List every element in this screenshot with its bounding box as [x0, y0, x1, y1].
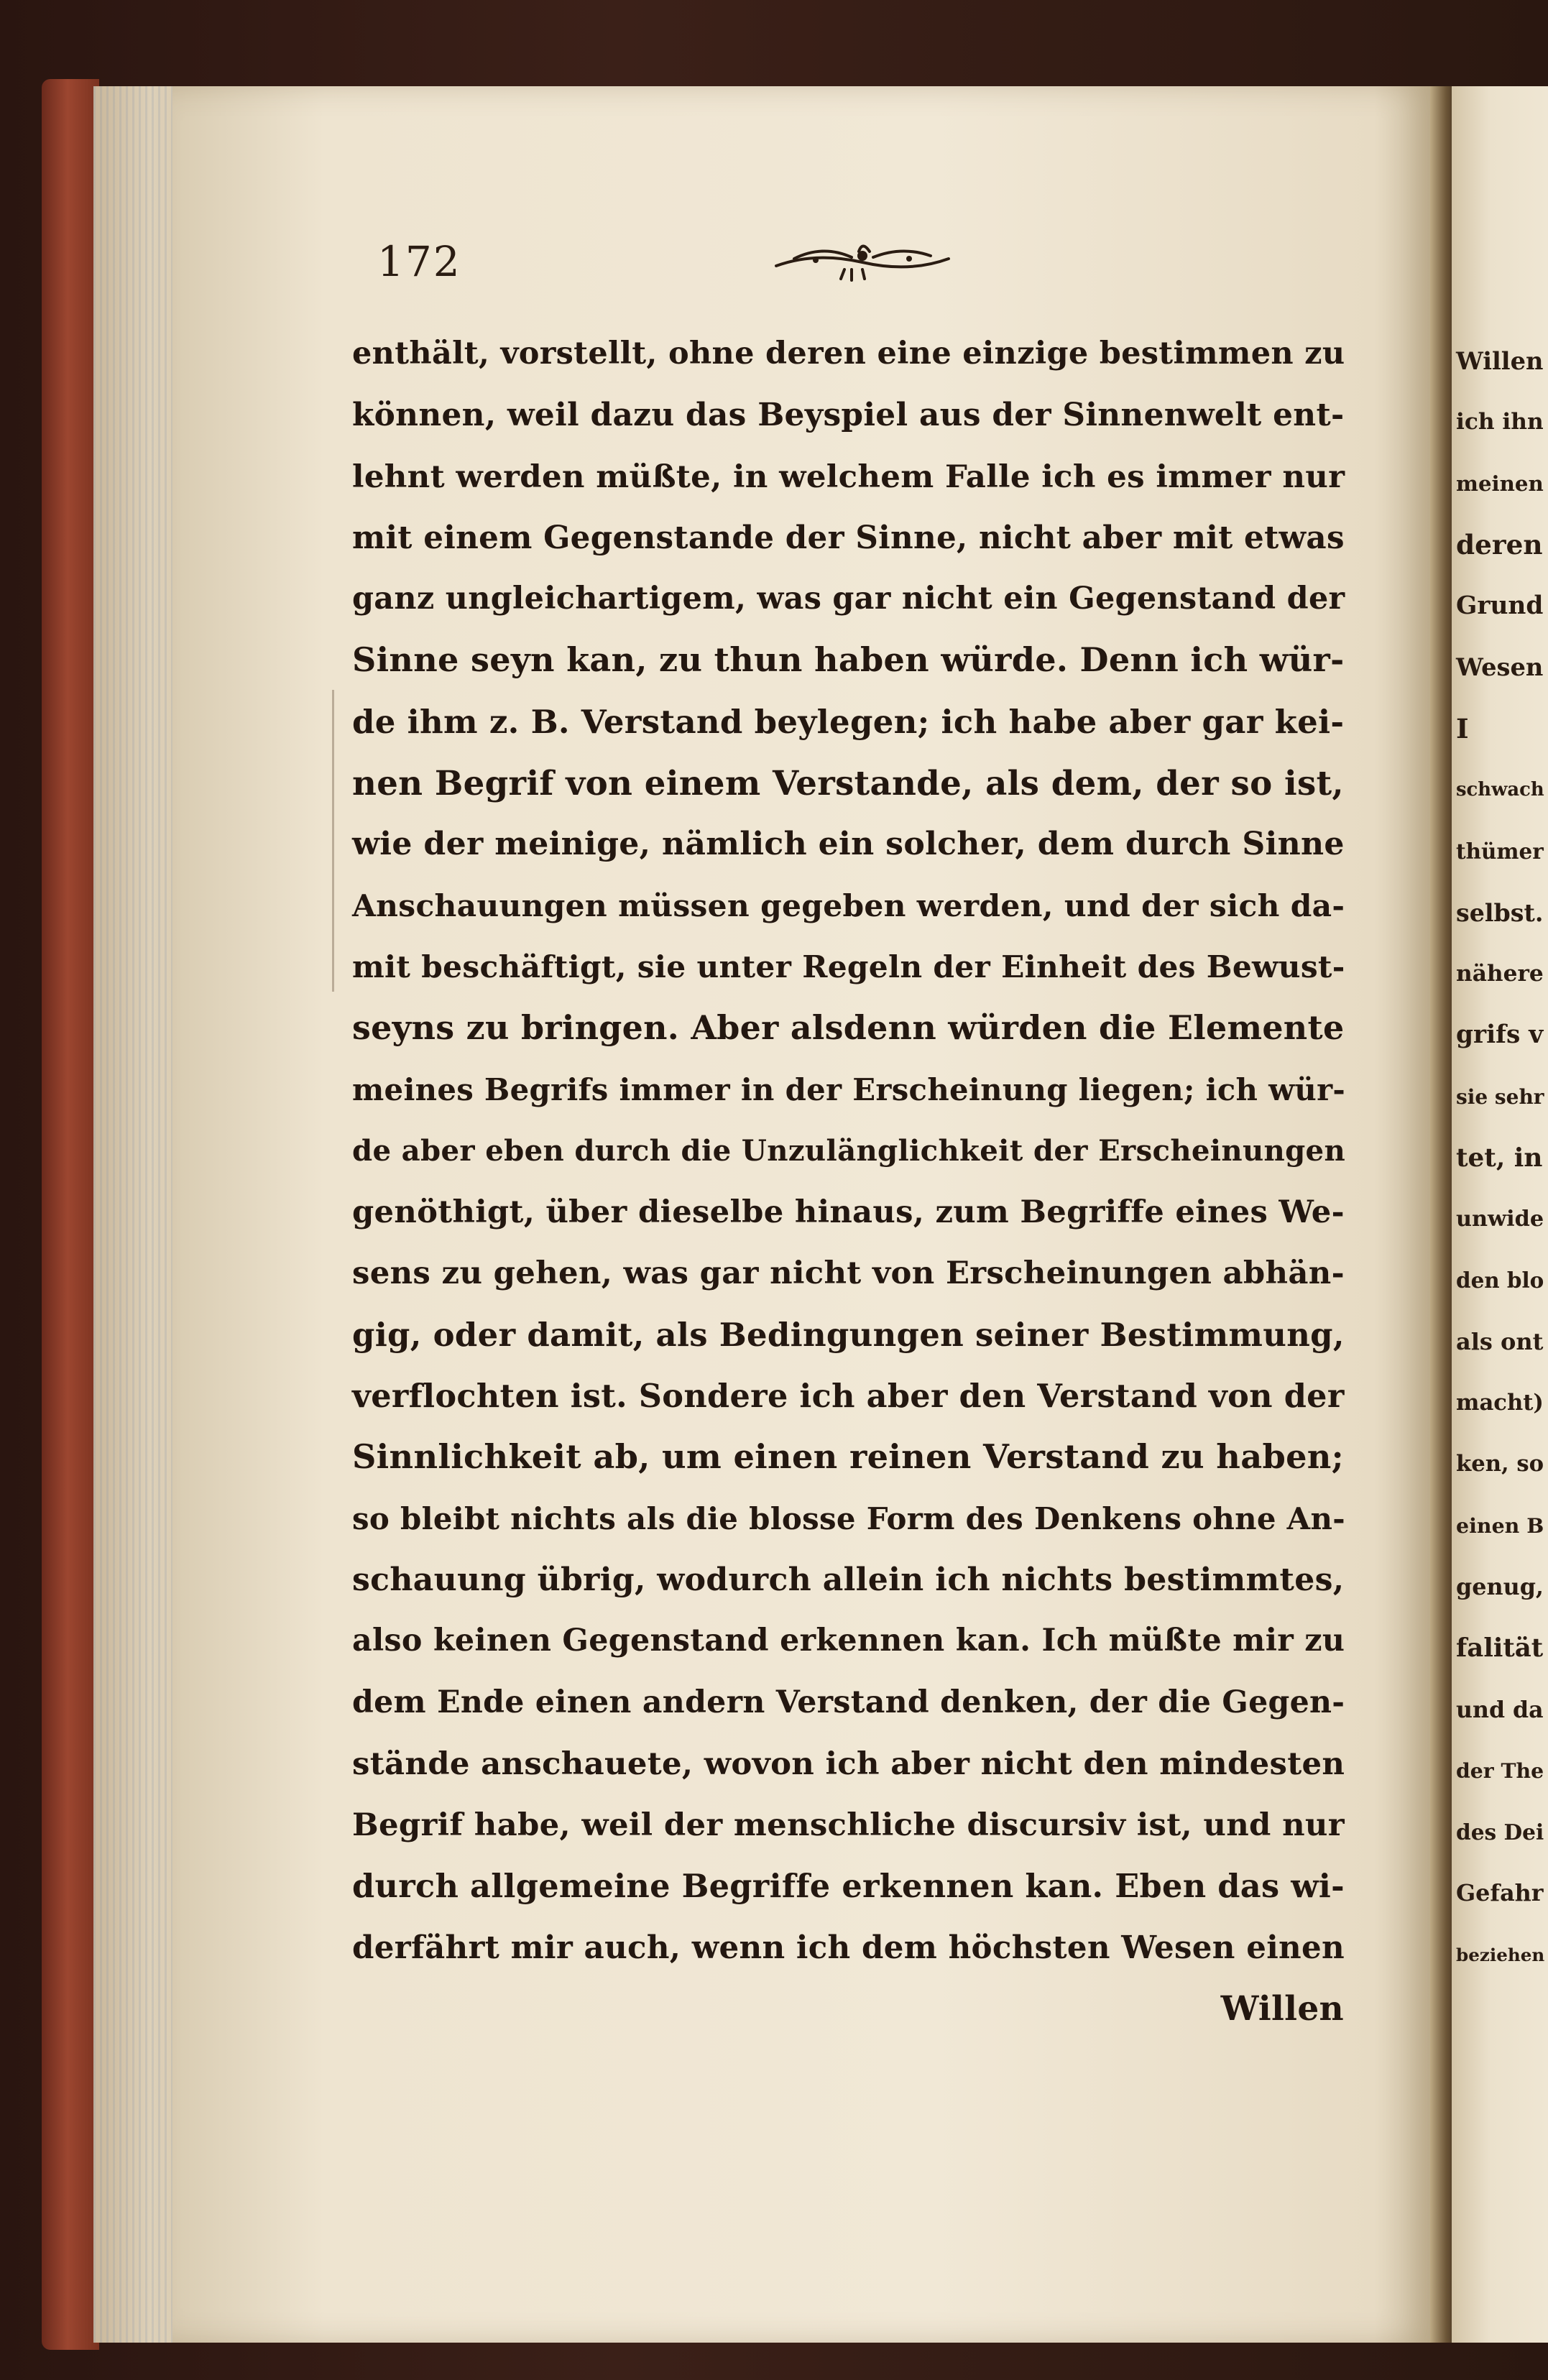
text-line: Sinnlichkeit ab, um einen reinen Verstand zu haben; — [352, 1437, 1345, 1477]
text-line: Anschauungen müssen gegeben werden, und der sich da- — [352, 887, 1345, 923]
text-line: enthält, vorstellt, ohne deren eine einzige bestimmen zu — [352, 336, 1345, 372]
text-line: wie der meinige, nämlich ein solcher, dem durch Sinne — [352, 826, 1345, 863]
facing-line-fragment: nähere — [1456, 960, 1544, 987]
catchword: Willen — [1220, 1989, 1344, 2029]
facing-line-fragment: ken, so — [1456, 1451, 1544, 1477]
facing-line-fragment: selbst. — [1456, 898, 1544, 927]
text-line: sens zu gehen, was gar nicht von Erscheinungen abhän- — [352, 1255, 1345, 1292]
text-line: de ihm z. B. Verstand beylegen; ich habe aber gar kei- — [352, 702, 1345, 741]
text-line: mit einem Gegenstande der Sinne, nicht aber mit etwas — [352, 519, 1345, 556]
text-line: mit beschäftigt, sie unter Regeln der Einheit des Bewust- — [352, 948, 1345, 984]
facing-line-fragment: unwide — [1456, 1207, 1544, 1232]
facing-line-fragment: als ont — [1456, 1327, 1544, 1355]
text-line: ganz ungleichartigem, was gar nicht ein Gegenstand der — [352, 581, 1345, 617]
text-line: nen Begrif von einem Verstande, als dem, der so ist, — [352, 763, 1344, 803]
facing-line-fragment: Gefahr — [1456, 1880, 1544, 1907]
facing-line-fragment: beziehen — [1456, 1944, 1545, 1965]
facing-line-fragment: Willen — [1456, 346, 1544, 375]
facing-line-fragment: thümer — [1456, 839, 1544, 864]
facing-line-fragment: schwach — [1456, 779, 1544, 801]
text-line: Sinne seyn kan, zu thun haben würde. Denn ich wür- — [352, 640, 1345, 680]
facing-line-fragment: deren — [1456, 528, 1543, 561]
facing-line-fragment: meinen — [1456, 471, 1544, 496]
text-line: seyns zu bringen. Aber alsdenn würden die Elemente — [352, 1008, 1345, 1048]
facing-line-fragment: und da — [1456, 1696, 1544, 1723]
facing-line-fragment: sie sehr — [1456, 1084, 1544, 1109]
text-line: genöthigt, über dieselbe hinaus, zum Begriffe eines We- — [352, 1194, 1345, 1231]
body-text — [352, 323, 1344, 2039]
text-line: meines Begrifs immer in der Erscheinung liegen; ich wür- — [352, 1071, 1346, 1107]
margin-pencil-mark — [332, 690, 334, 992]
text-line: Begrif habe, weil der menschliche discursiv ist, und nur — [352, 1807, 1345, 1844]
facing-line-fragment: I — [1456, 712, 1469, 744]
facing-line-fragment: Wesen — [1456, 652, 1544, 682]
text-line: schauung übrig, wodurch allein ich nichts bestimmtes, — [352, 1561, 1345, 1598]
text-line: lehnt werden müßte, in welchem Falle ich es immer nur — [352, 458, 1345, 495]
page-number: 172 — [377, 237, 461, 286]
text-line: können, weil dazu das Beyspiel aus der Sinnenwelt ent- — [352, 397, 1345, 434]
text-line: so bleibt nichts als die blosse Form des Denkens ohne An- — [352, 1500, 1345, 1536]
text-line: also keinen Gegenstand erkennen kan. Ich müßte mir zu — [352, 1623, 1345, 1659]
facing-page-text — [1450, 331, 1548, 1985]
facing-line-fragment: genug, — [1456, 1573, 1544, 1600]
facing-line-fragment: tet, in — [1456, 1142, 1543, 1173]
text-line: dem Ende einen andern Verstand denken, der die Gegen- — [352, 1684, 1345, 1720]
text-line: durch allgemeine Begriffe erkennen kan. Eben das wi- — [352, 1867, 1345, 1906]
facing-line-fragment: ich ihn — [1456, 409, 1544, 435]
text-line: derfährt mir auch, wenn ich dem höchsten Wesen einen — [352, 1929, 1345, 1966]
header-ornament-icon — [773, 230, 952, 287]
text-line: gig, oder damit, als Bedingungen seiner Bestimmung, — [352, 1315, 1345, 1354]
text-line: de aber eben durch die Unzulänglichkeit der Erscheinungen — [352, 1133, 1346, 1168]
facing-line-fragment: den blo — [1456, 1268, 1544, 1293]
facing-line-fragment: der The — [1456, 1758, 1544, 1783]
facing-line-fragment: macht) — [1456, 1390, 1544, 1416]
book-spine — [42, 79, 99, 2350]
text-line: verflochten ist. Sondere ich aber den Verstand von der — [352, 1377, 1345, 1416]
facing-line-fragment: falität — [1456, 1633, 1544, 1664]
facing-line-fragment: Grund — [1456, 591, 1544, 621]
facing-line-fragment: des Dei — [1456, 1819, 1544, 1845]
text-line: stände anschauete, wovon ich aber nicht den mindesten — [352, 1745, 1345, 1782]
facing-line-fragment: einen B — [1456, 1513, 1544, 1538]
facing-line-fragment: grifs v — [1456, 1020, 1544, 1050]
